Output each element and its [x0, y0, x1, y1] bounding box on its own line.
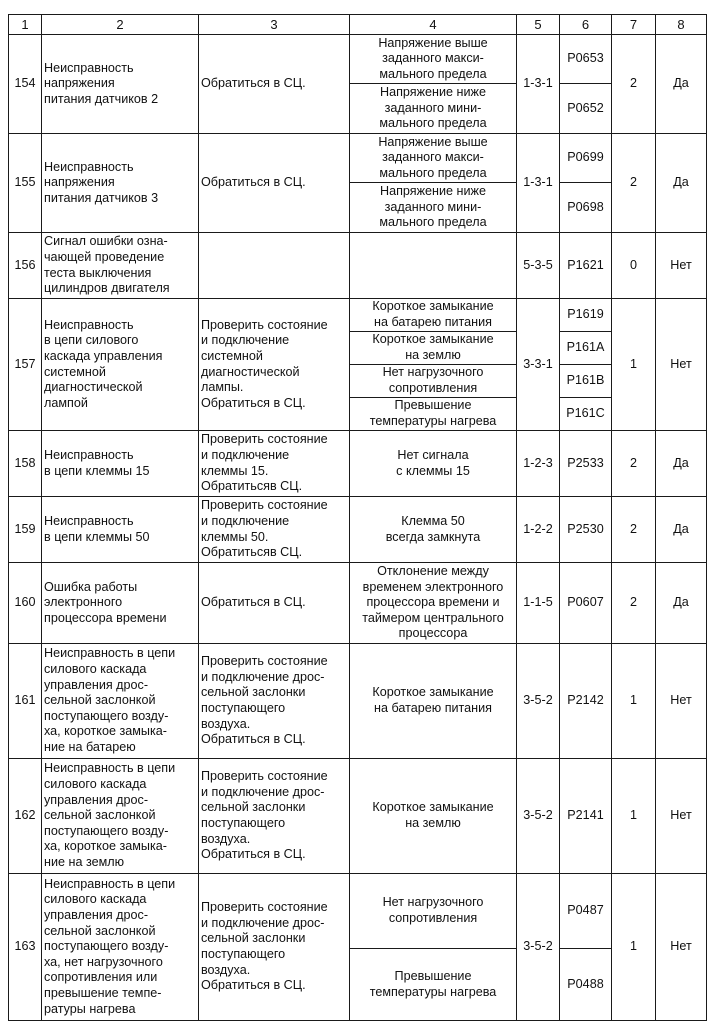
fault-condition-line: Короткое замыкание	[372, 332, 494, 347]
fault-condition	[350, 84, 517, 134]
row-number: 160	[9, 563, 42, 644]
recommended-action-line: сельной заслонки	[201, 685, 306, 700]
lamp-indicator: Да	[656, 497, 707, 563]
fault-description-line: цилиндров двигателя	[44, 281, 170, 296]
column-header: 7	[612, 15, 656, 35]
recommended-action-line: Обратиться в СЦ.	[201, 175, 306, 190]
recommended-action-line: поступающего	[201, 701, 286, 715]
fault-level: 2	[612, 431, 656, 497]
fault-description-line: Ошибка работы	[44, 579, 138, 594]
fault-description	[42, 497, 199, 563]
recommended-action	[199, 759, 350, 874]
lamp-indicator: Да	[656, 431, 707, 497]
fault-description-line: питания датчиков 2	[44, 91, 159, 106]
fault-description-line: силового каскада	[44, 777, 147, 792]
fault-condition	[350, 949, 517, 1021]
fault-description-line: сельной заслонкой	[44, 808, 156, 823]
fault-condition-line: Напряжение выше	[378, 35, 488, 50]
lamp-indicator: Нет	[656, 233, 707, 299]
table-row	[9, 134, 707, 183]
blink-code: 1-3-1	[517, 35, 560, 134]
fault-condition-line: Клемма 50	[401, 513, 465, 528]
recommended-action	[199, 134, 350, 233]
fault-condition-line: процессора	[398, 626, 468, 641]
recommended-action-line: поступающего	[201, 947, 286, 961]
fault-description-line: силового каскада	[44, 892, 147, 907]
recommended-action-line: поступающего	[201, 816, 286, 830]
recommended-action-line: сельной заслонки	[201, 931, 306, 946]
fault-description-line: диагностической	[44, 380, 143, 395]
fault-condition-line: температуры нагрева	[369, 984, 497, 999]
fault-description-line: питания датчиков 3	[44, 190, 159, 205]
recommended-action	[199, 233, 350, 299]
fault-level: 2	[612, 563, 656, 644]
table-row	[9, 233, 707, 299]
recommended-action-line: клеммы 15.	[201, 463, 269, 478]
fault-description-line: Сигнал ошибки озна-	[44, 234, 168, 249]
table-body	[9, 15, 707, 1021]
fault-description	[42, 233, 199, 299]
column-header: 5	[517, 15, 560, 35]
fault-condition-line: заданного мини-	[384, 100, 482, 115]
fault-description-line: в цепи клеммы 15	[44, 463, 150, 478]
fault-description	[42, 874, 199, 1021]
dtc-code: P2142	[560, 644, 612, 759]
row-number: 158	[9, 431, 42, 497]
fault-condition-line: Нет нагрузочного	[382, 365, 484, 380]
fault-condition	[350, 233, 517, 299]
recommended-action-line: Проверить состояние	[201, 432, 328, 447]
fault-condition	[350, 644, 517, 759]
fault-condition-line: на батарею питания	[374, 315, 492, 329]
fault-condition-line: сопротивления	[388, 911, 478, 925]
fault-description-line: Неисправность	[44, 60, 134, 75]
fault-description	[42, 299, 199, 431]
fault-condition	[350, 299, 517, 332]
fault-condition	[350, 35, 517, 84]
recommended-action-line: системной	[201, 348, 263, 363]
fault-description-line: Неисправность в цепи	[44, 761, 176, 776]
fault-description	[42, 563, 199, 644]
row-number: 154	[9, 35, 42, 134]
recommended-action	[199, 874, 350, 1021]
recommended-action	[199, 35, 350, 134]
fault-condition	[350, 563, 517, 644]
fault-description-line: ние на землю	[44, 854, 125, 869]
fault-description	[42, 644, 199, 759]
fault-condition-line: сопротивления	[388, 381, 478, 395]
fault-condition	[350, 759, 517, 874]
recommended-action-line: Проверить состояние	[201, 900, 328, 915]
blink-code: 3-5-2	[517, 644, 560, 759]
recommended-action-line: Обратиться в СЦ.	[201, 978, 306, 993]
fault-condition-line: температуры нагрева	[369, 414, 497, 428]
dtc-code: P161B	[560, 365, 612, 398]
blink-code: 1-1-5	[517, 563, 560, 644]
fault-condition-line: таймером центрального	[362, 610, 504, 625]
column-header: 2	[42, 15, 199, 35]
blink-code: 3-5-2	[517, 874, 560, 1021]
fault-description-line: управления дрос-	[44, 792, 149, 807]
fault-description-line: в цепи силового	[44, 333, 139, 348]
lamp-indicator: Нет	[656, 299, 707, 431]
fault-condition-line: на батарею питания	[374, 701, 492, 715]
recommended-action-line: и подключение дрос-	[201, 784, 325, 799]
row-number: 161	[9, 644, 42, 759]
fault-description	[42, 35, 199, 134]
fault-condition	[350, 134, 517, 183]
recommended-action-line: и подключение дрос-	[201, 915, 325, 930]
fault-condition-line: Нет нагрузочного	[382, 895, 484, 910]
column-header: 6	[560, 15, 612, 35]
recommended-action-line: Проверить состояние	[201, 317, 328, 332]
recommended-action-line: диагностической	[201, 364, 300, 379]
recommended-action-line: Обратиться в СЦ.	[201, 395, 306, 410]
blink-code: 1-3-1	[517, 134, 560, 233]
fault-description	[42, 759, 199, 874]
fault-description-line: Неисправность	[44, 447, 134, 462]
fault-description-line: электронного	[44, 595, 123, 610]
fault-description-line: превышение темпе-	[44, 985, 162, 1000]
recommended-action-line: воздуха.	[201, 962, 251, 977]
fault-description-line: ние на батарею	[44, 739, 136, 754]
fault-description	[42, 431, 199, 497]
fault-level: 1	[612, 299, 656, 431]
recommended-action-line: Обратиться в СЦ.	[201, 76, 306, 91]
fault-condition-line: Превышение	[394, 398, 472, 413]
fault-description-line: управления дрос-	[44, 677, 149, 692]
lamp-indicator: Нет	[656, 759, 707, 874]
recommended-action-line: клеммы 50.	[201, 529, 269, 544]
table-row	[9, 35, 707, 84]
fault-condition	[350, 183, 517, 233]
fault-level: 2	[612, 35, 656, 134]
lamp-indicator: Да	[656, 563, 707, 644]
dtc-code: P0488	[560, 949, 612, 1021]
lamp-indicator: Да	[656, 35, 707, 134]
blink-code: 5-3-5	[517, 233, 560, 299]
recommended-action-line: и подключение	[201, 333, 290, 348]
fault-level: 1	[612, 874, 656, 1021]
fault-condition-line: всегда замкнута	[385, 529, 481, 544]
recommended-action	[199, 299, 350, 431]
fault-condition-line: Напряжение ниже	[380, 184, 486, 199]
fault-condition-line: заданного макси-	[382, 51, 484, 66]
fault-condition-line: Короткое замыкание	[372, 685, 494, 700]
fault-description-line: ха, короткое замыка-	[44, 839, 167, 854]
fault-condition-line: мального предела	[379, 215, 487, 230]
table-row	[9, 874, 707, 949]
dtc-code: P0487	[560, 874, 612, 949]
fault-level: 2	[612, 134, 656, 233]
recommended-action	[199, 644, 350, 759]
row-number: 162	[9, 759, 42, 874]
fault-description-line: теста выключения	[44, 265, 152, 280]
recommended-action-line: Обратитьсяв СЦ.	[201, 545, 303, 560]
fault-description-line: поступающего возду-	[44, 708, 169, 723]
fault-description-line: Неисправность	[44, 513, 134, 528]
fault-condition	[350, 332, 517, 365]
recommended-action	[199, 497, 350, 563]
fault-description	[42, 134, 199, 233]
fault-description-line: силового каскада	[44, 662, 147, 677]
dtc-code: P0607	[560, 563, 612, 644]
fault-level: 2	[612, 497, 656, 563]
dtc-code: P161C	[560, 398, 612, 431]
fault-condition-line: заданного мини-	[384, 199, 482, 214]
recommended-action-line: и подключение дрос-	[201, 669, 325, 684]
dtc-code: P0698	[560, 183, 612, 233]
header-row	[9, 15, 707, 35]
blink-code: 3-3-1	[517, 299, 560, 431]
dtc-code: P1619	[560, 299, 612, 332]
blink-code: 1-2-2	[517, 497, 560, 563]
fault-description-line: ратуры нагрева	[44, 1001, 136, 1016]
recommended-action-line: Проверить состояние	[201, 769, 328, 784]
table-row	[9, 563, 707, 644]
lamp-indicator: Нет	[656, 874, 707, 1021]
blink-code: 1-2-3	[517, 431, 560, 497]
recommended-action-line: Проверить состояние	[201, 654, 328, 669]
column-header: 8	[656, 15, 707, 35]
fault-condition	[350, 497, 517, 563]
fault-condition-line: на землю	[405, 816, 461, 830]
fault-description-line: напряжения	[44, 175, 115, 190]
row-number: 163	[9, 874, 42, 1021]
recommended-action-line: Обратиться в СЦ.	[201, 847, 306, 862]
dtc-code: P2141	[560, 759, 612, 874]
column-header: 3	[199, 15, 350, 35]
recommended-action-line: воздуха.	[201, 831, 251, 846]
recommended-action-line: Обратиться в СЦ.	[201, 732, 306, 747]
blink-code: 3-5-2	[517, 759, 560, 874]
dtc-code: P0699	[560, 134, 612, 183]
recommended-action	[199, 563, 350, 644]
fault-code-table	[8, 14, 707, 1021]
dtc-code: P161A	[560, 332, 612, 365]
fault-level: 0	[612, 233, 656, 299]
lamp-indicator: Нет	[656, 644, 707, 759]
recommended-action-line: Проверить состояние	[201, 498, 328, 513]
recommended-action-line: и подключение	[201, 513, 290, 528]
fault-description-line: системной	[44, 364, 106, 379]
fault-condition-line: с клеммы 15	[396, 463, 470, 478]
row-number: 156	[9, 233, 42, 299]
fault-description-line: лампой	[44, 395, 88, 410]
fault-description-line: поступающего возду-	[44, 939, 169, 954]
lamp-indicator: Да	[656, 134, 707, 233]
fault-description-line: сельной заслонкой	[44, 693, 156, 708]
row-number: 159	[9, 497, 42, 563]
fault-description-line: Неисправность	[44, 159, 134, 174]
recommended-action-line: и подключение	[201, 447, 290, 462]
fault-condition-line: мального предела	[379, 66, 487, 81]
fault-condition-line: временем электронного	[362, 579, 504, 594]
fault-description-line: ха, короткое замыка-	[44, 724, 167, 739]
fault-condition-line: процессора времени и	[366, 595, 500, 610]
column-header: 1	[9, 15, 42, 35]
fault-description-line: Неисправность в цепи	[44, 876, 176, 891]
fault-description-line: Неисправность	[44, 317, 134, 332]
table-row	[9, 299, 707, 332]
fault-description-line: управления дрос-	[44, 908, 149, 923]
recommended-action-line: Обратитьсяв СЦ.	[201, 479, 303, 494]
dtc-code: P0652	[560, 84, 612, 134]
row-number: 155	[9, 134, 42, 233]
fault-level: 1	[612, 759, 656, 874]
row-number: 157	[9, 299, 42, 431]
recommended-action-line: сельной заслонки	[201, 800, 306, 815]
table-row	[9, 431, 707, 497]
fault-condition-line: на землю	[405, 348, 461, 362]
recommended-action-line: лампы.	[201, 380, 244, 395]
fault-condition-line: Короткое замыкание	[372, 299, 494, 314]
recommended-action-line: воздуха.	[201, 716, 251, 731]
fault-description-line: ха, нет нагрузочного	[44, 954, 163, 969]
fault-condition-line: Короткое замыкание	[372, 800, 494, 815]
fault-condition-line: Отклонение между	[377, 564, 489, 579]
fault-description-line: поступающего возду-	[44, 823, 169, 838]
table-row	[9, 497, 707, 563]
fault-description-line: чающей проведение	[44, 249, 165, 264]
table-row	[9, 644, 707, 759]
fault-description-line: Неисправность в цепи	[44, 646, 176, 661]
recommended-action-line: Обратиться в СЦ.	[201, 595, 306, 610]
fault-condition-line: мального предела	[379, 165, 487, 180]
fault-condition-line: Напряжение выше	[378, 134, 488, 149]
recommended-action	[199, 431, 350, 497]
dtc-code: P1621	[560, 233, 612, 299]
fault-description-line: каскада управления	[44, 348, 163, 363]
column-header: 4	[350, 15, 517, 35]
dtc-code: P0653	[560, 35, 612, 84]
fault-description-line: сельной заслонкой	[44, 923, 156, 938]
fault-description-line: процессора времени	[44, 610, 167, 625]
fault-level: 1	[612, 644, 656, 759]
fault-condition-line: Превышение	[394, 968, 472, 983]
dtc-code: P2530	[560, 497, 612, 563]
fault-condition	[350, 874, 517, 949]
table-row	[9, 759, 707, 874]
fault-condition-line: мального предела	[379, 116, 487, 131]
fault-condition	[350, 398, 517, 431]
fault-condition	[350, 431, 517, 497]
fault-condition-line: Нет сигнала	[397, 447, 469, 462]
dtc-code: P2533	[560, 431, 612, 497]
fault-condition-line: Напряжение ниже	[380, 85, 486, 100]
fault-description-line: в цепи клеммы 50	[44, 529, 150, 544]
fault-description-line: напряжения	[44, 76, 115, 91]
fault-description-line: сопротивления или	[44, 970, 158, 985]
fault-condition	[350, 365, 517, 398]
fault-condition-line: заданного макси-	[382, 150, 484, 165]
